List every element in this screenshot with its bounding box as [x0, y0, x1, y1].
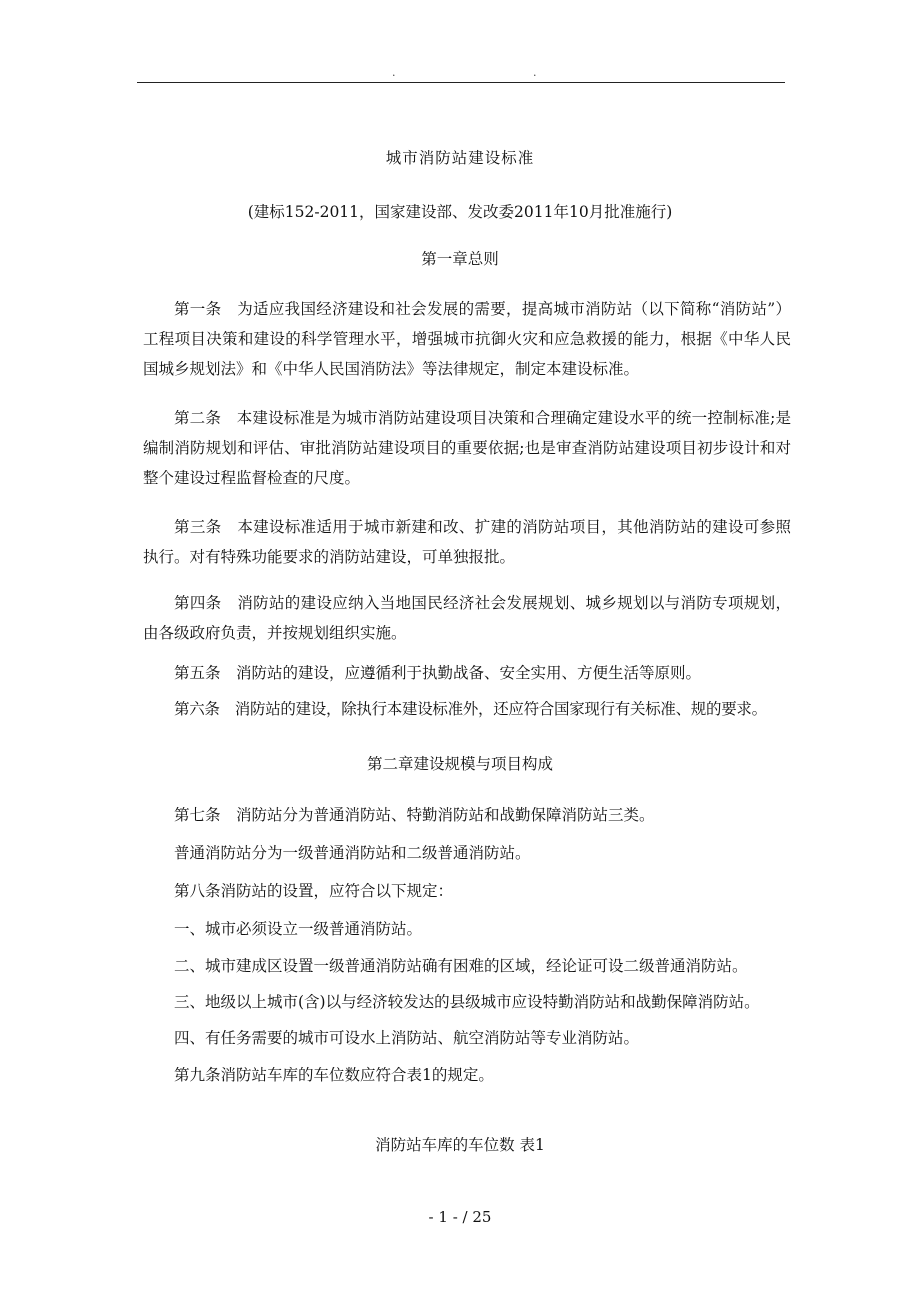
article-4: 第四条 消防站的建设应纳入当地国民经济社会发展规划、城乡规划以与消防专项规划，由各级政府负责，并按规划组织实施。 [143, 594, 791, 642]
header-rule [137, 82, 785, 83]
table-caption: 消防站车库的车位数 表1 [375, 1136, 545, 1154]
document-title: 城市消防站建设标准 [385, 149, 535, 167]
rule-item-1: 一、城市必须设立一级普通消防站。 [174, 920, 423, 938]
rule-item-2: 二、城市建成区设置一级普通消防站确有困难的区域，经论证可设二级普通消防站。 [174, 957, 748, 975]
header-dot-right: . [533, 66, 537, 79]
chapter-1-heading: 第一章总则 [421, 250, 499, 268]
rule-item-3: 三、地级以上城市(含)以与经济较发达的县级城市应设特勤消防站和战勤保障消防站。 [174, 993, 760, 1011]
article-3: 第三条 本建设标准适用于城市新建和改、扩建的消防站项目，其他消防站的建设可参照执行。对有特殊功能要求的消防站建设，可单独报批。 [143, 518, 791, 566]
header-dot-left: . [392, 66, 396, 79]
article-8: 第八条消防站的设置，应符合以下规定： [174, 882, 454, 900]
article-5: 第五条 消防站的建设，应遵循利于执勤战备、安全实用、方便生活等原则。 [174, 664, 702, 682]
rule-item-4: 四、有任务需要的城市可设水上消防站、航空消防站等专业消防站。 [174, 1029, 640, 1047]
chapter-2-heading: 第二章建设规模与项目构成 [366, 755, 553, 773]
article-6: 第六条 消防站的建设，除执行本建设标准外，还应符合国家现行有关标准、规的要求。 [174, 700, 767, 718]
article-7: 第七条 消防站分为普通消防站、特勤消防站和战勤保障消防站三类。 [174, 806, 655, 824]
station-classes-line: 普通消防站分为一级普通消防站和二级普通消防站。 [174, 844, 531, 862]
document-subtitle: (建标152-2011，国家建设部、发改委2011年10月批准施行) [247, 203, 673, 221]
article-1: 第一条 为适应我国经济建设和社会发展的需要，提高城市消防站（以下简称“消防站”）工程项目决策和建设的科学管理水平，增强城市抗御火灾和应急救援的能力，根据《中华人民国城乡规划法》和《中华人民国消防法》等法律规定，制定本建设标准。 [143, 300, 791, 378]
page-number: - 1 - / 25 [428, 1208, 492, 1226]
article-2: 第二条 本建设标准是为城市消防站建设项目决策和合理确定建设水平的统一控制标准;是编制消防规划和评估、审批消防站建设项目的重要依据;也是审查消防站建设项目初步设计和对整个建设过程监督检查的尺度。 [143, 409, 791, 487]
article-9: 第九条消防站车库的车位数应符合表1的规定。 [174, 1066, 494, 1084]
